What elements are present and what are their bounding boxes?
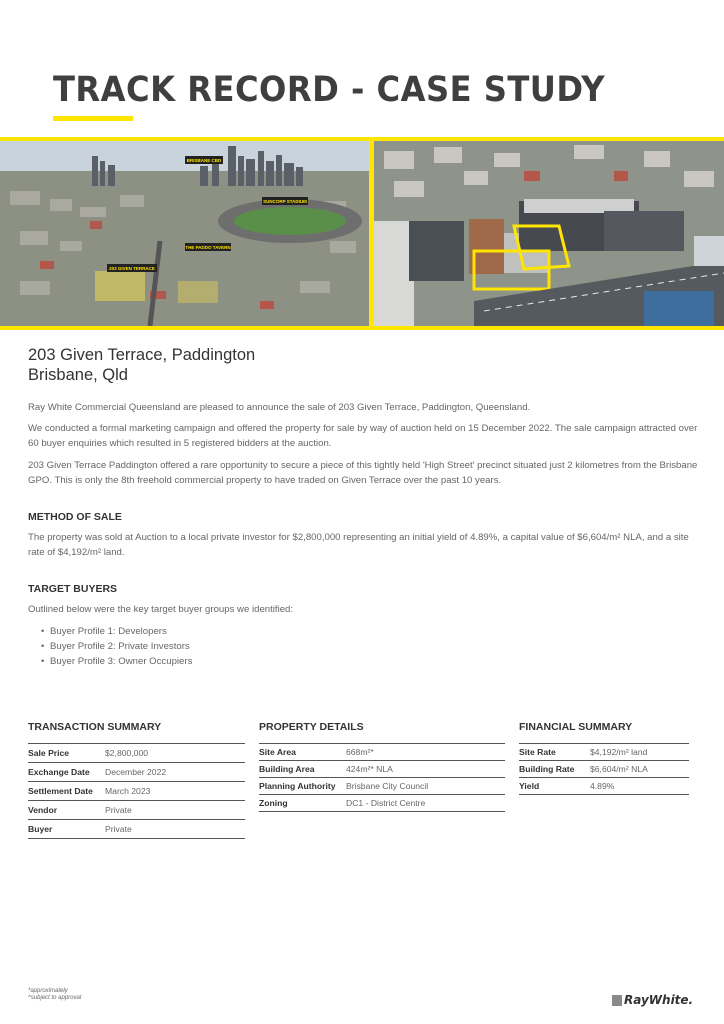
table-row: Site Rate $4,192/m² land [519, 744, 689, 761]
label-cbd: BRISBANE CBD [186, 158, 222, 163]
address-line-2: Brisbane, Qld [28, 366, 128, 384]
table-row: Sale Price $2,800,000 [28, 744, 245, 763]
financial-summary-table [519, 743, 689, 795]
method-of-sale-text: The property was sold at Auction to a local private investor for $2,800,000 representing an initial yield of 4.89%, a capital value of $6,604/m² NLA, and a site rate of $4,192/m² land. [28, 532, 689, 558]
title-underline [53, 116, 133, 121]
property-address [28, 345, 255, 385]
aerial-photo-site [374, 141, 724, 326]
transaction-summary-heading: TRANSACTION SUMMARY [28, 721, 162, 733]
table-row: Vendor Private [28, 801, 245, 820]
table-row: Building Rate $6,604/m² NLA [519, 761, 689, 778]
photo-band [0, 137, 724, 330]
site-photo-illustration [374, 141, 724, 326]
target-buyers-heading: TARGET BUYERS [28, 583, 118, 595]
property-details-heading: PROPERTY DETAILS [259, 721, 364, 733]
footnote-subject-to-approval: ^subject to approval [28, 995, 82, 1001]
page-title: TRACK RECORD - CASE STUDY [53, 70, 606, 110]
list-item: • Buyer Profile 1: Developers [50, 624, 192, 639]
table-row: Site Area 668m²* [259, 744, 505, 761]
intro-paragraph-3: 203 Given Terrace Paddington offered a rare opportunity to secure a piece of this tightly held 'High Street' precinct situated just 2 kilometres from the Brisbane GPO. This is only the 8th freehold commercial property to have traded on Given Terrace over the past 10 years. [28, 460, 698, 486]
table-row: Buyer Private [28, 820, 245, 839]
brand-name: RayWhite. [624, 993, 694, 1007]
address-line-1: 203 Given Terrace, Paddington [28, 346, 256, 364]
table-row: Zoning DC1 - District Centre [259, 795, 505, 812]
transaction-summary-panel [28, 721, 245, 839]
list-item: • Buyer Profile 3: Owner Occupiers [50, 654, 192, 669]
footnotes [28, 988, 81, 1002]
financial-summary-panel [519, 721, 689, 795]
label-tavern: THE PADDO TAVERN [185, 245, 231, 250]
property-details-panel [259, 721, 505, 812]
table-row: Planning Authority Brisbane City Council [259, 778, 505, 795]
table-row: Building Area 424m²* NLA [259, 761, 505, 778]
method-of-sale-heading: METHOD OF SALE [28, 511, 122, 523]
intro-paragraph-1: Ray White Commercial Queensland are pleased to announce the sale of 203 Given Terrace, Paddington, Queensland. [28, 402, 531, 413]
label-stadium: SUNCORP STADIUM [263, 199, 307, 204]
financial-summary-heading: FINANCIAL SUMMARY [519, 721, 633, 733]
logo-mark-icon [612, 995, 622, 1006]
table-row: Exchange Date December 2022 [28, 763, 245, 782]
list-item: • Buyer Profile 2: Private Investors [50, 639, 192, 654]
aerial-photo-cbd [0, 141, 369, 326]
target-buyers-list [50, 624, 192, 669]
label-site: 203 GIVEN TERRACE [109, 266, 155, 271]
footnote-approximately: *approximately [28, 988, 68, 994]
table-row: Yield 4.89% [519, 778, 689, 795]
table-row: Settlement Date March 2023 [28, 782, 245, 801]
aerial-photo-illustration [0, 141, 369, 326]
target-buyers-intro: Outlined below were the key target buyer groups we identified: [28, 604, 294, 615]
property-details-table [259, 743, 505, 812]
raywhite-logo [612, 993, 693, 1007]
intro-paragraph-2: We conducted a formal marketing campaign and offered the property for sale by way of auction held on 15 December 2022. The sale campaign attracted over 60 buyer enquiries which resulted in 5 registered bidders at the auction. [28, 423, 698, 449]
transaction-summary-table [28, 743, 245, 839]
